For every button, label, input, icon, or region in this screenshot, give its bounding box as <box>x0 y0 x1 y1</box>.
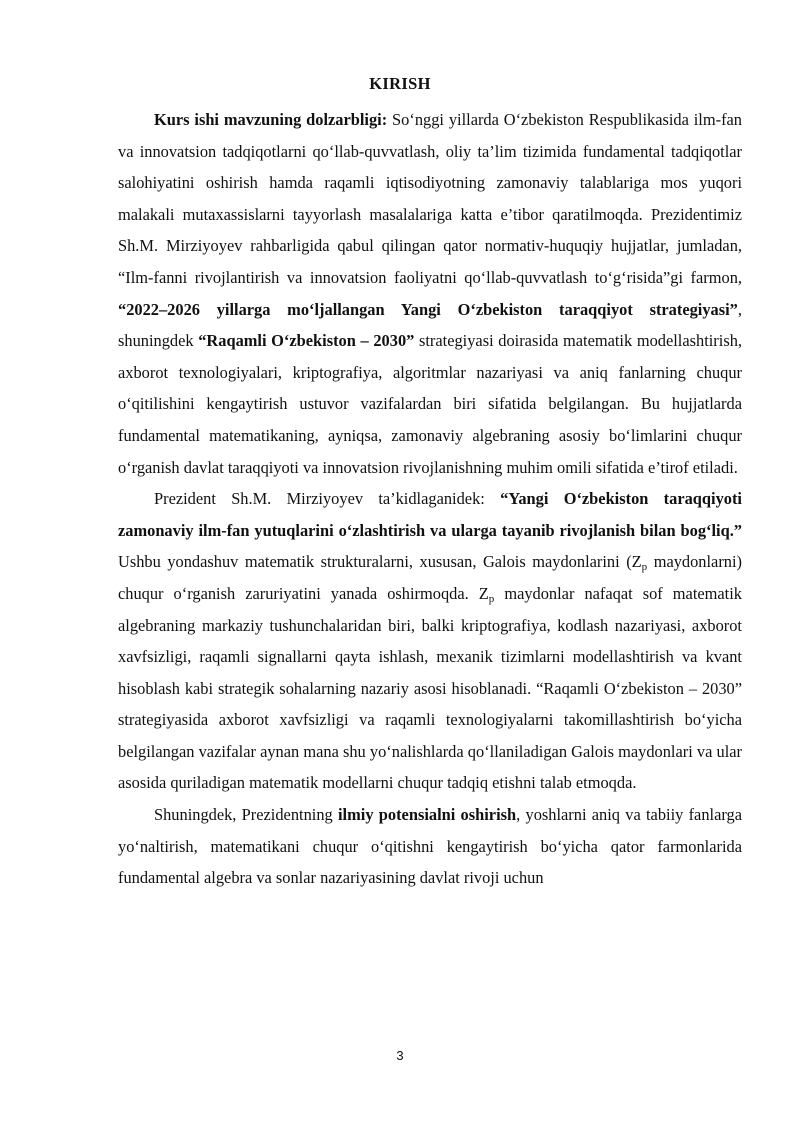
relevance-lead: Kurs ishi mavzuning dolzarbligi: <box>154 110 388 129</box>
scientific-potential-phrase: ilmiy potensialni oshirish <box>338 805 517 825</box>
text-span: Shuningdek, Prezidentning <box>154 805 338 825</box>
paragraph-scientific-potential <box>118 799 742 894</box>
subscript-p: p <box>641 561 648 574</box>
digital-strategy-title: “Raqamli O‘zbekiston – 2030” <box>198 331 415 351</box>
text-span: maydonlar nafaqat sof matematik algebraning markaziy tushunchalaridan biri, balki kriptografiya, kodlash nazariyasi, axborot xavfsizligi, raqamli signallarni qayta ishlash, mexanik tizimlarni modellashtirish va kvant hisoblash kabi strategik sohalarning nazariy asosi hisoblanadi. “Raqamli O‘zbekiston – 2030” strategiyasida axborot xavfsizligi va raqamli texnologiyalarni takomillashtirish bo‘yicha belgilangan vazifalar aynan mana shu yo‘nalishlarda qo‘llaniladigan Galois maydonlari va ular asosida quriladigan matematik modellarni chuqur tadqiq etishni talab etmoqda. <box>118 583 742 793</box>
section-heading: KIRISH <box>369 74 431 93</box>
text-span: maydonlarni) chuqur o‘rganish zaruriyatini yanada oshirmoqda. Z <box>118 552 742 603</box>
body-text <box>118 104 742 894</box>
text-span: Prezident Sh.M. Mirziyoyev ta’kidlaganidek: <box>154 489 501 509</box>
strategy-title: “2022–2026 yillarga mo‘ljallangan Yangi O‘zbekiston taraqqiyot strategiyasi” <box>118 299 738 319</box>
text-span: strategiyasi doirasida matematik modellashtirish, axborot texnologiyalari, kriptografiya, algoritmlar nazariyasi va aniq fanlarning chuqur o‘qitilishini kengaytirish ustuvor vazifalardan biri sifatida belgilangan. Bu hujjatlarda fundamental matematikaning, ayniqsa, zamonaviy algebraning asosiy bo‘limlarini chuqur o‘rganish davlat taraqqiyoti va innovatsion rivojlanishning muhim omili sifatida e’tirof etiladi. <box>118 331 742 477</box>
paragraph-president-quote <box>118 483 742 799</box>
paragraph-relevance <box>118 104 742 483</box>
text-span: So‘nggi yillarda O‘zbekiston Respublikasida ilm-fan va innovatsion tadqiqotlarni qo‘llab-quvvatlash, oliy ta’lim tizimida fundamental tadqiqotlar salohiyatini oshirish hamda raqamli iqtisodiyotning zamonaviy talablariga mos yuqori malakali mutaxassislarni tayyorlash masalalariga katta e’tibor qaratilmoqda. Prezidentimiz Sh.M. Mirziyoyev rahbarligida qabul qilingan qator normativ-huquqiy hujjatlar, jumladan, “Ilm-fanni rivojlantirish va innovatsion faoliyatni qo‘llab-quvvatlash to‘g‘risida”gi farmon, <box>118 110 743 287</box>
subscript-p: p <box>488 592 495 605</box>
text-span: , shuningdek <box>118 299 742 351</box>
page-number: 3 <box>396 1048 404 1063</box>
text-span: Ushbu yondashuv matematik strukturalarni, xususan, Galois maydonlarini (Z <box>118 552 642 572</box>
president-quote: “Yangi O‘zbekiston taraqqiyoti zamonaviy ilm-fan yutuqlarini o‘zlashtirish va ularga tayanib rivojlanish bilan bog‘liq.” <box>118 489 742 540</box>
text-span: , yoshlarni aniq va tabiiy fanlarga yo‘naltirish, matematikani chuqur o‘qitishni kengaytirish bo‘yicha qator farmonlarida fundamental algebra va sonlar nazariyasining davlat rivoji uchun <box>118 805 742 888</box>
